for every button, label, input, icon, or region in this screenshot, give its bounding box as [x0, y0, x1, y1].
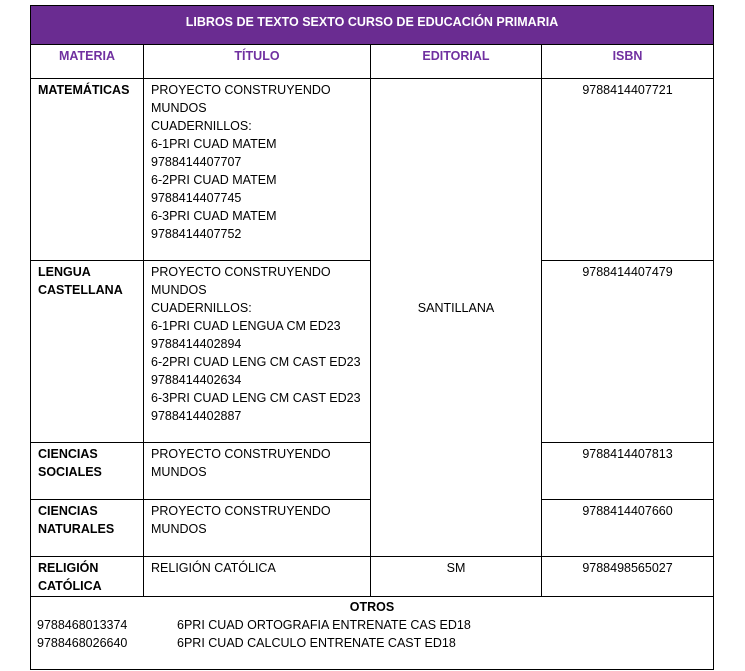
materia-text: SOCIALES [38, 465, 102, 479]
textbook-table [30, 5, 714, 670]
titulo-line: 6-3PRI CUAD LENG CM CAST ED23 [151, 391, 361, 405]
titulo-line: 9788414407707 [151, 155, 242, 169]
titulo-line: 6-2PRI CUAD LENG CM CAST ED23 [151, 355, 361, 369]
titulo-line: MUNDOS [151, 283, 207, 297]
titulo-line: MUNDOS [151, 101, 207, 115]
header-titulo: TÍTULO [144, 45, 371, 79]
titulo-line: 9788414402887 [151, 409, 242, 423]
editorial-santillana-cell [371, 79, 542, 557]
table-row [31, 79, 714, 261]
titulo-cell [144, 79, 371, 261]
materia-text: RELIGIÓN [38, 561, 99, 575]
isbn-cell: 9788414407813 [542, 443, 714, 500]
isbn-cell: 9788414407721 [542, 79, 714, 261]
titulo-line: 6-1PRI CUAD LENGUA CM ED23 [151, 319, 341, 333]
titulo-line: MUNDOS [151, 465, 207, 479]
titulo-line: PROYECTO CONSTRUYENDO [151, 447, 331, 461]
list-item [37, 616, 707, 634]
table-title: LIBROS DE TEXTO SEXTO CURSO DE EDUCACIÓN PRIMARIA [31, 6, 714, 45]
materia-cell [31, 443, 144, 500]
titulo-line: PROYECTO CONSTRUYENDO [151, 504, 331, 518]
isbn-cell: 9788414407479 [542, 261, 714, 443]
titulo-line: PROYECTO CONSTRUYENDO [151, 83, 331, 97]
titulo-line: 9788414402894 [151, 337, 242, 351]
header-materia: MATERIA [31, 45, 144, 79]
header-row [31, 45, 714, 79]
titulo-line: 6-1PRI CUAD MATEM [151, 137, 277, 151]
editorial-text: SANTILLANA [417, 301, 495, 315]
materia-text: NATURALES [38, 522, 115, 536]
titulo-cell [144, 443, 371, 500]
materia-text: CIENCIAS [38, 447, 98, 461]
isbn-cell: 9788498565027 [542, 557, 714, 597]
materia-text: CIENCIAS [38, 504, 98, 518]
materia-text: LENGUA [38, 265, 91, 279]
titulo-line: 6-2PRI CUAD MATEM [151, 173, 277, 187]
otros-title: OTROS [349, 600, 395, 614]
otros-desc: 6PRI CUAD ORTOGRAFIA ENTRENATE CAS ED18 [177, 618, 471, 632]
titulo-line: CUADERNILLOS: [151, 301, 252, 315]
titulo-line: 9788414407745 [151, 191, 242, 205]
otros-code: 9788468013374 [37, 618, 128, 632]
materia-cell [31, 79, 144, 261]
titulo-line: MUNDOS [151, 522, 207, 536]
otros-code: 9788468026640 [37, 636, 128, 650]
isbn-cell: 9788414407660 [542, 500, 714, 557]
table-row [31, 557, 714, 597]
titulo-line: 6-3PRI CUAD MATEM [151, 209, 277, 223]
materia-text: CATÓLICA [38, 579, 102, 593]
list-item [37, 634, 707, 652]
titulo-cell [144, 557, 371, 597]
titulo-line: 9788414402634 [151, 373, 242, 387]
titulo-line: RELIGIÓN CATÓLICA [151, 561, 276, 575]
materia-cell [31, 261, 144, 443]
titulo-line: 9788414407752 [151, 227, 242, 241]
editorial-cell: SM [371, 557, 542, 597]
titulo-cell [144, 261, 371, 443]
header-editorial: EDITORIAL [371, 45, 542, 79]
header-isbn: ISBN [542, 45, 714, 79]
table-title-row [31, 6, 714, 45]
otros-cell [31, 597, 714, 670]
materia-cell [31, 557, 144, 597]
titulo-line: CUADERNILLOS: [151, 119, 252, 133]
materia-text: CASTELLANA [38, 283, 123, 297]
materia-cell [31, 500, 144, 557]
otros-row [31, 597, 714, 670]
titulo-line: PROYECTO CONSTRUYENDO [151, 265, 331, 279]
titulo-cell [144, 500, 371, 557]
otros-desc: 6PRI CUAD CALCULO ENTRENATE CAST ED18 [177, 636, 456, 650]
materia-text: MATEMÁTICAS [38, 83, 130, 97]
